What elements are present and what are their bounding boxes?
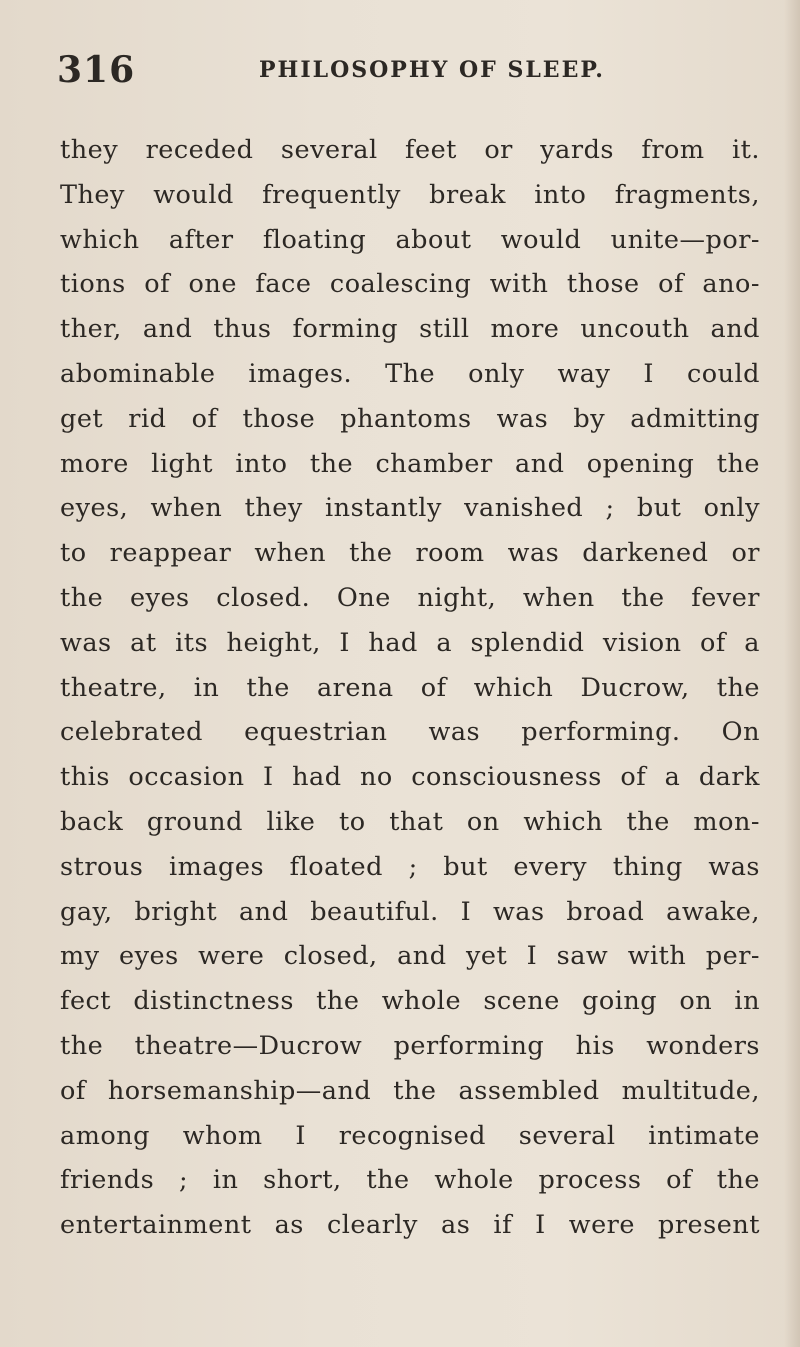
running-title: PHILOSOPHY OF SLEEP. (259, 57, 605, 83)
text-line: of horsemanship—and the assembled multitude, (60, 1075, 760, 1106)
text-line: tions of one face coalescing with those of ano- (60, 269, 760, 300)
page-edge-shadow (784, 0, 800, 1347)
text-line: abominable images. The only way I could (60, 358, 760, 389)
text-line: celebrated equestrian was performing. On (60, 717, 760, 748)
text-line: gay, bright and beautiful. I was broad awake, (60, 896, 760, 927)
text-line: theatre, in the arena of which Ducrow, the (60, 672, 760, 703)
text-line: this occasion I had no consciousness of a dark (60, 762, 760, 793)
text-line: friends ; in short, the whole process of the (60, 1165, 760, 1196)
text-line: entertainment as clearly as if I were present (60, 1210, 760, 1241)
text-line: ther, and thus forming still more uncouth and (60, 314, 760, 345)
running-head (57, 48, 747, 92)
page-number: 316 (57, 49, 136, 91)
text-line: get rid of those phantoms was by admitting (60, 403, 760, 434)
text-line: fect distinctness the whole scene going on in (60, 986, 760, 1017)
text-line: to reappear when the room was darkened or (60, 538, 760, 569)
text-line: among whom I recognised several intimate (60, 1120, 760, 1151)
text-line: more light into the chamber and opening the (60, 448, 760, 479)
text-line: They would frequently break into fragments, (60, 179, 760, 210)
text-line: was at its height, I had a splendid vision of a (60, 627, 760, 658)
text-line: strous images floated ; but every thing was (60, 851, 760, 882)
text-line: the theatre—Ducrow performing his wonders (60, 1030, 760, 1061)
text-line: the eyes closed. One night, when the fever (60, 582, 760, 613)
body-text (60, 128, 760, 1248)
text-line: back ground like to that on which the mon- (60, 806, 760, 837)
text-line: eyes, when they instantly vanished ; but only (60, 493, 760, 524)
text-line: which after floating about would unite—por- (60, 224, 760, 255)
text-line: they receded several feet or yards from it. (60, 135, 760, 165)
text-line: my eyes were closed, and yet I saw with per- (60, 941, 760, 972)
